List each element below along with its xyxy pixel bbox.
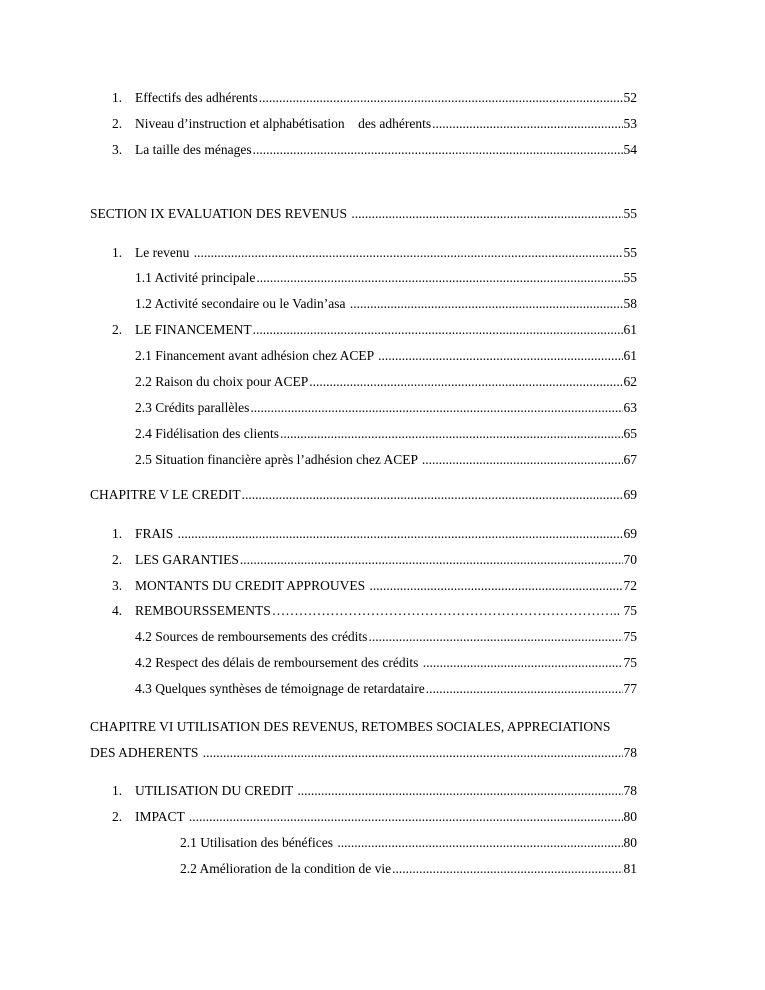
toc-chapter-heading-line1[interactable]: CHAPITRE VI UTILISATION DES REVENUS, RETOMBES SOCIALES, APPRECIATIONS [90,719,611,734]
toc-number: 2. [112,322,123,337]
toc-entry[interactable] [135,115,637,133]
toc-number: 3. [112,578,123,593]
toc-chapter-heading[interactable] [90,486,637,504]
toc-number: 2. [112,116,123,131]
toc-title: 2.1 Financement avant adhésion chez ACEP [135,348,378,363]
toc-leader [368,628,622,646]
toc-leader [253,321,623,339]
toc-page: 72 [623,578,637,593]
toc-number: 1. [112,245,123,260]
toc-page: 54 [623,142,637,157]
toc-number: 4. [112,603,123,618]
toc-subentry[interactable] [180,860,637,878]
toc-leader [297,782,622,800]
toc-page: 70 [623,552,637,567]
toc-page: 55 [623,206,637,221]
toc-page: 81 [623,861,637,876]
toc-subentry[interactable] [180,834,637,852]
toc-title: 2.4 Fidélisation des clients [135,426,279,441]
toc-leader [250,399,622,417]
toc-leader [350,295,623,313]
toc-leader [240,551,623,569]
toc-page: 67 [623,452,637,467]
toc-leader [432,115,622,133]
toc-page: 55 [623,245,637,260]
toc-title: 1.1 Activité principale [135,270,256,285]
toc-entry[interactable] [135,782,637,800]
toc-leader [426,680,623,698]
toc-leader [280,425,623,443]
toc-number: 2. [112,809,123,824]
toc-title: DES ADHERENTS [90,745,202,760]
toc-subentry[interactable] [135,269,637,287]
toc-page: 58 [623,296,637,311]
toc-leader [369,577,622,595]
toc-title: 2.2 Raison du choix pour ACEP [135,374,309,389]
toc-entry[interactable] [135,321,637,339]
toc-title: 1.2 Activité secondaire ou le Vadin’asa [135,296,349,311]
toc-entry[interactable] [135,577,637,595]
toc-page: 69 [623,487,637,502]
toc-page: 52 [623,90,637,105]
toc-page: 78 [623,745,637,760]
toc-page: 77 [623,681,637,696]
toc-number: 1. [112,783,123,798]
toc-title: La taille des ménages [135,142,252,157]
toc-leader [337,834,622,852]
toc-leader [272,602,613,620]
toc-leader [203,744,623,762]
toc-number: 2. [112,552,123,567]
toc-title: 2.3 Crédits parallèles [135,400,250,415]
toc-leader [422,451,623,469]
toc-subentry[interactable] [135,399,637,417]
toc-page: 53 [623,116,637,131]
toc-page: 75 [623,655,637,670]
toc-entry[interactable] [135,244,637,262]
toc-leader [242,486,623,504]
toc-title: 4.2 Sources de remboursements des crédits [135,629,368,644]
toc-section-heading[interactable] [90,205,637,223]
toc-page: 61 [623,348,637,363]
toc-title: UTILISATION DU CREDIT [135,783,297,798]
toc-number: 1. [112,526,123,541]
toc-leader [189,808,623,826]
toc-entry[interactable] [135,89,637,107]
toc-title: LES GARANTIES [135,552,239,567]
toc-leader [256,269,622,287]
toc-title: MONTANTS DU CREDIT APPROUVES [135,578,369,593]
toc-page: 69 [623,526,637,541]
toc-page: 55 [623,270,637,285]
toc-title: SECTION IX EVALUATION DES REVENUS [90,206,351,221]
toc-title: IMPACT [135,809,188,824]
toc-title: REMBOURSSEMENTS [135,603,271,618]
toc-subentry[interactable] [135,680,637,698]
toc-entry[interactable] [135,808,637,826]
toc-leader [351,205,622,223]
toc-entry[interactable] [135,551,637,569]
toc-leader [309,373,622,391]
toc-subentry[interactable] [135,295,637,313]
toc-page: .. 75 [613,603,637,618]
toc-page: 62 [623,374,637,389]
toc-leader [423,654,623,672]
toc-page: 63 [623,400,637,415]
toc-title: 2.5 Situation financière après l’adhésion chez ACEP [135,452,421,467]
toc-leader [194,244,623,262]
toc-number: 3. [112,142,123,157]
toc-subentry[interactable] [135,654,637,672]
toc-title: FRAIS [135,526,177,541]
toc-entry[interactable] [135,525,637,543]
toc-chapter-heading[interactable] [90,744,637,762]
toc-entry[interactable] [135,602,637,620]
toc-title: Effectifs des adhérents [135,90,258,105]
toc-subentry[interactable] [135,425,637,443]
toc-subentry[interactable] [135,347,637,365]
toc-page: 80 [623,835,637,850]
toc-page: 75 [623,629,637,644]
toc-entry[interactable] [135,141,637,159]
toc-page: 61 [623,322,637,337]
toc-number: 1. [112,90,123,105]
toc-page: 80 [623,809,637,824]
toc-subentry[interactable] [135,373,637,391]
toc-title: CHAPITRE V LE CREDIT [90,487,241,502]
toc-leader [259,89,623,107]
toc-subentry[interactable] [135,451,637,469]
toc-title: LE FINANCEMENT [135,322,252,337]
toc-title: 2.2 Amélioration de la condition de vie [180,861,392,876]
toc-title: Niveau d’instruction et alphabétisation des adhérents [135,116,432,131]
toc-leader [253,141,623,159]
toc-title: 4.2 Respect des délais de remboursement des crédits [135,655,422,670]
toc-title: 2.1 Utilisation des bénéfices [180,835,337,850]
toc-leader [392,860,622,878]
toc-leader [378,347,622,365]
toc-page: 78 [623,783,637,798]
toc-subentry[interactable] [135,628,637,646]
toc-title: 4.3 Quelques synthèses de témoignage de retardataire [135,681,425,696]
toc-leader [178,525,623,543]
toc-title: Le revenu [135,245,193,260]
toc-page: 65 [623,426,637,441]
